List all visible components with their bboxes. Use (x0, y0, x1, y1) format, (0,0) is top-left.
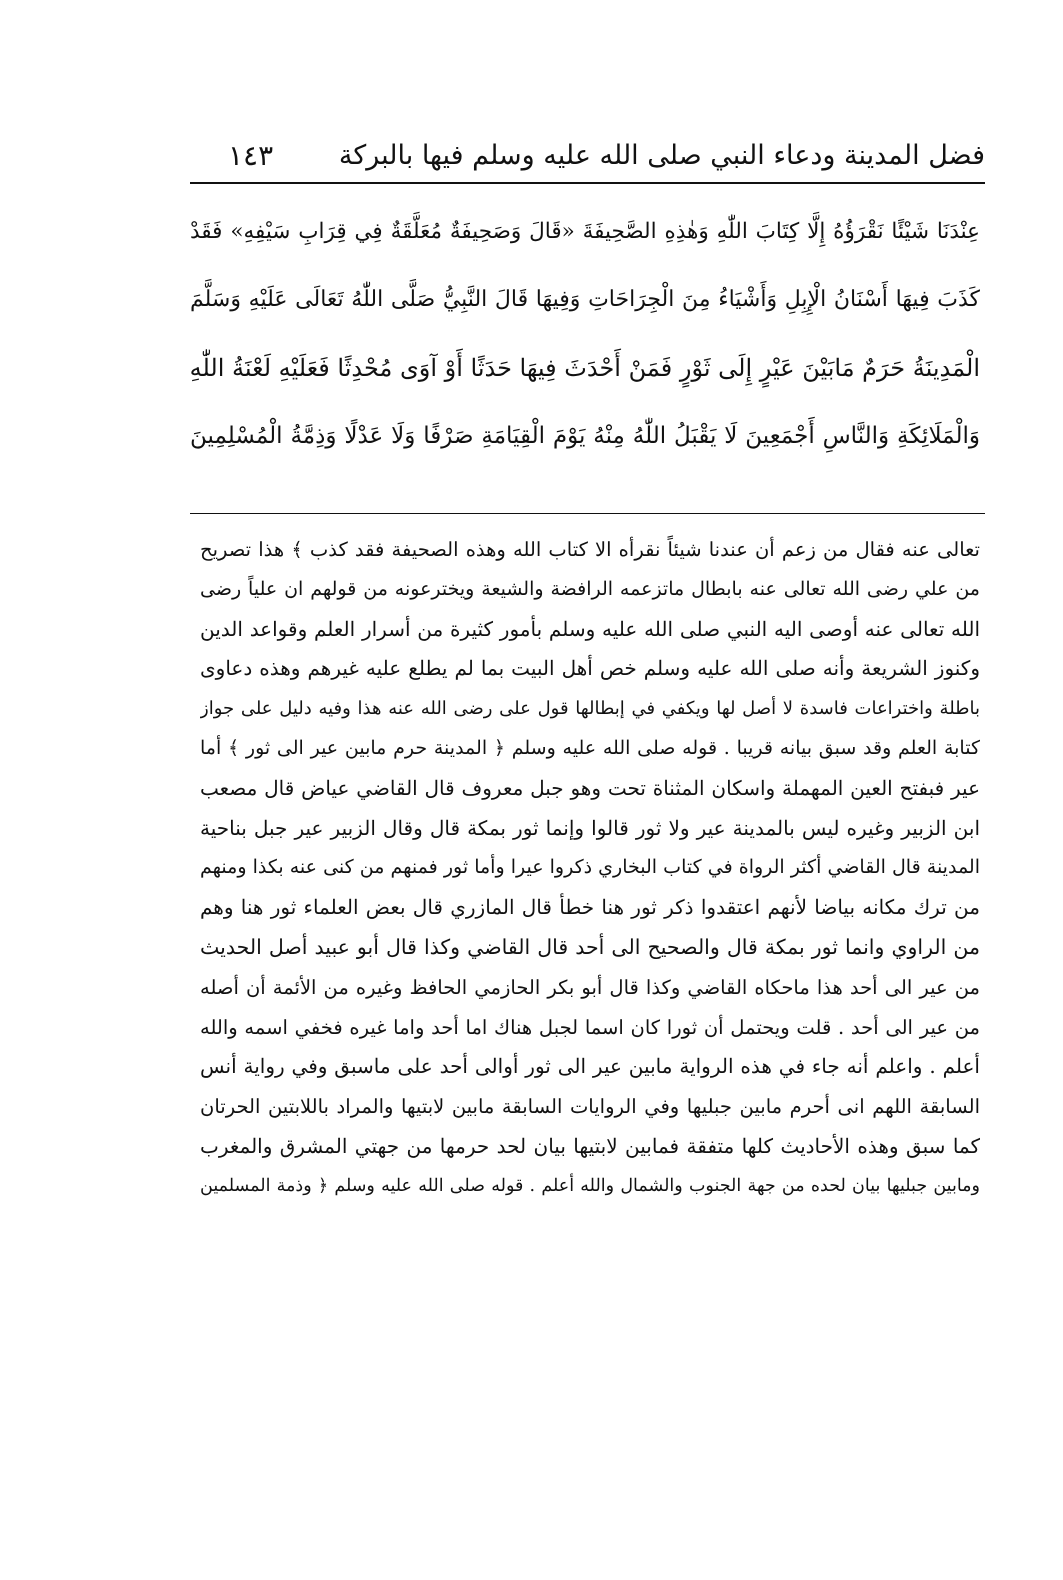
commentary-line: السابقة اللهم انى أحرم مابين جبليها وفي الروايات السابقة مابين لابتيها والمراد باللابتين الحرتان (200, 1095, 980, 1119)
commentary-line: من عير الى أحد هذا ماحكاه القاضي وكذا قال أبو بكر الحازمي الحافظ وغيره من الأئمة أن أصله (200, 975, 980, 999)
header-rule (190, 182, 985, 184)
commentary-block (200, 530, 980, 1207)
hadith-line: عِنْدَنَا شَيْئًا نَقْرَؤُهُ إِلَّا كِتَابَ اللّٰهِ وَهٰذِهِ الصَّحِيفَةَ «قَالَ وَصَحِيفَةٌ مُعَلَّقَةٌ فِي قِرَابِ سَيْفِهِ» فَقَدْ (190, 219, 980, 244)
commentary-line: باطلة واختراعات فاسدة لا أصل لها ويكفي في إبطالها قول على رضى الله عنه هذا وفيه دليل على جواز (200, 698, 980, 720)
commentary-line: ومابين جبليها بيان لحده من جهة الجنوب والشمال والله أعلم . قوله صلى الله عليه وسلم ﴿ وذمة المسلمين (200, 1175, 980, 1196)
running-header (190, 128, 985, 180)
commentary-line: وكنوز الشريعة وأنه صلى الله عليه وسلم خص أهل البيت بما لم يطلع عليه غيرهم وهذه دعاوى (200, 656, 980, 681)
commentary-line: كتابة العلم وقد سبق بيانه قريبا . قوله صلى الله عليه وسلم ﴿ المدينة حرم مابين عير الى ثور ﴾ أما (200, 736, 980, 759)
hadith-line: الْمَدِينَةُ حَرَمٌ مَابَيْنَ عَيْرٍ إِلَى ثَوْرٍ فَمَنْ أَحْدَثَ فِيهَا حَدَثًا أَوْ آوَى مُحْدِثًا فَعَلَيْهِ لَعْنَةُ اللّٰهِ (190, 354, 980, 382)
commentary-line: الله تعالى عنه أوصى اليه النبي صلى الله عليه وسلم بأمور كثيرة من أسرار العلم وقواعد الدين (200, 616, 980, 641)
commentary-line: كما سبق وهذه الأحاديث كلها متفقة فمابين لابتيها بيان لحد حرمها من جهتي المشرق والمغرب (200, 1133, 980, 1158)
commentary-line: تعالى عنه فقال من زعم أن عندنا شيئاً نقرأه الا كتاب الله وهذه الصحيفة فقد كذب ﴾ هذا تصريح (200, 538, 980, 561)
hadith-line: وَالْمَلَائِكَةِ وَالنَّاسِ أَجْمَعِينَ لَا يَقْبَلُ اللّٰهُ مِنْهُ يَوْمَ الْقِيَامَةِ صَرْفًا وَلَا عَدْلًا وَذِمَّةُ الْمُسْلِمِينَ (190, 423, 980, 449)
commentary-line: المدينة قال القاضي أكثر الرواة في كتاب البخاري ذكروا عيرا وأما ثور فمنهم من كنى عنه بكذا ومنهم (200, 856, 980, 879)
section-divider (190, 513, 985, 514)
chapter-title: فضل المدينة ودعاء النبي صلى الله عليه وسلم فيها بالبركة (338, 140, 985, 171)
commentary-line: من ترك مكانه بياضا لأنهم اعتقدوا ذكر ثور هنا خطأ قال المازري قال بعض العلماء ثور هنا وهم (200, 895, 980, 920)
hadith-text-block (190, 198, 980, 470)
page-number: ١٤٣ (228, 139, 274, 172)
commentary-line: من الراوي وانما ثور بمكة قال والصحيح الى أحد قال القاضي وكذا قال أبو عبيد أصل الحديث (200, 934, 980, 959)
hadith-line: كَذَبَ فِيهَا أَسْنَانُ الْإِبِلِ وَأَشْيَاءُ مِنَ الْجِرَاحَاتِ وَفِيهَا قَالَ النَّبِيُّ صَلَّى اللّٰهُ تَعَالَى عَلَيْهِ وَسَلَّمَ (190, 287, 980, 312)
commentary-line: من علي رضى الله تعالى عنه بابطال ماتزعمه الرافضة والشيعة ويخترعونه من قولهم ان علياً رضى (200, 577, 980, 600)
commentary-line: عير فبفتح العين المهملة واسكان المثناة تحت وهو جبل معروف قال القاضي عياض قال مصعب (200, 775, 980, 800)
commentary-line: من عير الى أحد . قلت ويحتمل أن ثورا كان اسما لجبل هناك اما أحد واما غيره فخفي اسمه والله (200, 1015, 980, 1039)
commentary-line: ابن الزبير وغيره ليس بالمدينة عير ولا ثور قالوا وإنما ثور بمكة قال وقال الزبير عير جبل بناحية (200, 815, 980, 840)
commentary-line: أعلم . واعلم أنه جاء في هذه الرواية مابين عير الى ثور أوالى أحد على ماسبق وفي رواية أنس (200, 1054, 980, 1079)
